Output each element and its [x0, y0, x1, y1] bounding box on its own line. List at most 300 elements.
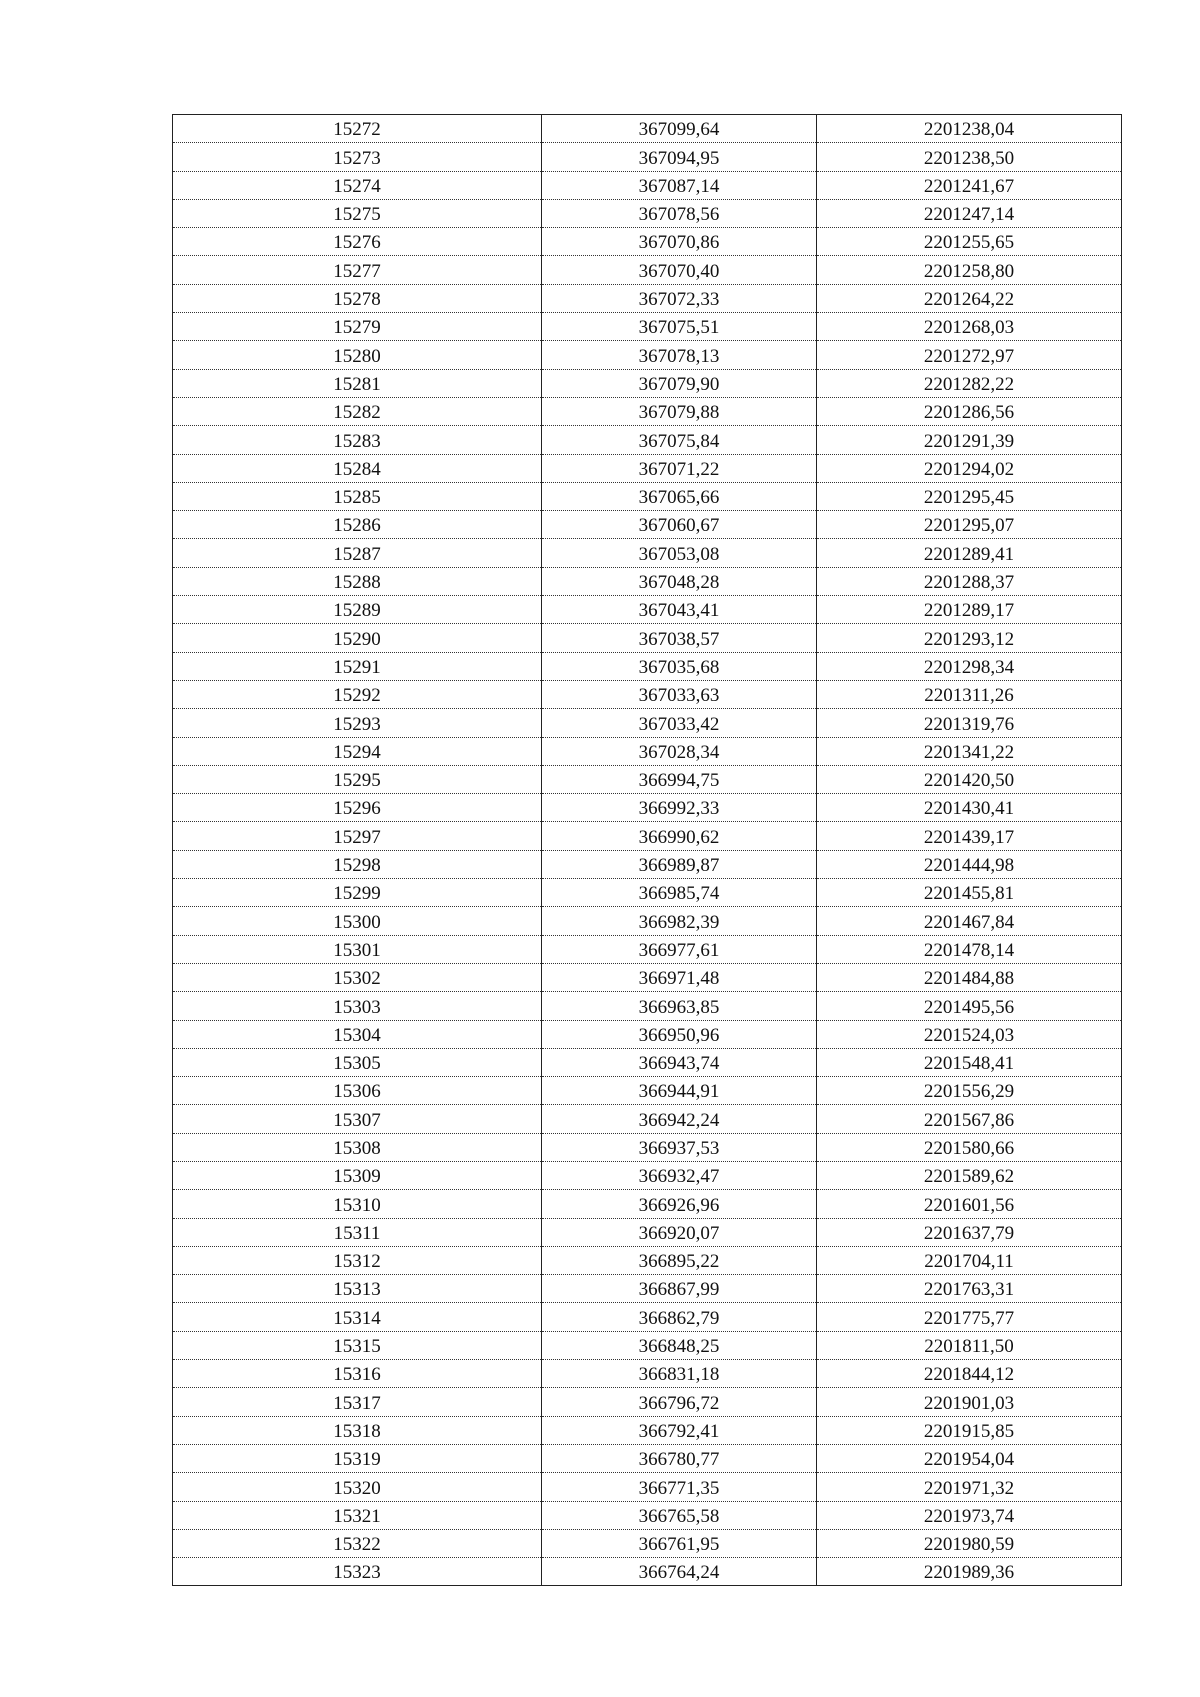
- x-coordinate-cell: [542, 313, 817, 341]
- y-coordinate-cell: [817, 539, 1122, 567]
- x-coordinate-cell: [542, 482, 817, 510]
- x-coordinate-cell: [542, 879, 817, 907]
- cell-text: 366848,25: [638, 1336, 720, 1358]
- point-number-cell: [173, 228, 542, 256]
- cell-text: 15320: [333, 1477, 381, 1499]
- y-coordinate-cell: [817, 228, 1122, 256]
- cell-text: 2201704,11: [924, 1251, 1014, 1273]
- coordinates-table: [172, 114, 1122, 1586]
- table-row: [173, 1558, 1122, 1586]
- x-coordinate-cell: [542, 369, 817, 397]
- cell-text: 2201293,12: [923, 628, 1015, 650]
- y-coordinate-cell: [817, 397, 1122, 425]
- table-row: [173, 511, 1122, 539]
- cell-text: 15310: [333, 1194, 381, 1216]
- point-number-cell: [173, 794, 542, 822]
- point-number-cell: [173, 1388, 542, 1416]
- point-number-cell: [173, 482, 542, 510]
- cell-text: 2201548,41: [923, 1053, 1015, 1075]
- y-coordinate-cell: [817, 143, 1122, 171]
- cell-text: 367099,64: [638, 119, 720, 141]
- x-coordinate-cell: [542, 567, 817, 595]
- cell-text: 2201272,97: [923, 345, 1015, 367]
- point-number-cell: [173, 199, 542, 227]
- x-coordinate-cell: [542, 1360, 817, 1388]
- y-coordinate-cell: [817, 1360, 1122, 1388]
- table-row: [173, 1133, 1122, 1161]
- cell-text: 15317: [333, 1392, 381, 1414]
- cell-text: 15288: [333, 572, 381, 594]
- cell-text: 15279: [333, 317, 381, 339]
- y-coordinate-cell: [817, 1331, 1122, 1359]
- y-coordinate-cell: [817, 794, 1122, 822]
- cell-text: 2201258,80: [923, 260, 1015, 282]
- table-row: [173, 313, 1122, 341]
- cell-text: 2201247,14: [923, 204, 1015, 226]
- cell-text: 366932,47: [638, 1166, 720, 1188]
- coordinates-table-body: [173, 115, 1122, 1586]
- cell-text: 15285: [333, 487, 381, 509]
- x-coordinate-cell: [542, 143, 817, 171]
- cell-text: 367087,14: [638, 175, 720, 197]
- cell-text: 366765,58: [638, 1505, 720, 1527]
- y-coordinate-cell: [817, 992, 1122, 1020]
- cell-text: 2201319,76: [923, 713, 1015, 735]
- cell-text: 366862,79: [638, 1307, 720, 1329]
- y-coordinate-cell: [817, 624, 1122, 652]
- table-row: [173, 1020, 1122, 1048]
- y-coordinate-cell: [817, 680, 1122, 708]
- cell-text: 15283: [333, 430, 381, 452]
- cell-text: 367065,66: [638, 487, 720, 509]
- y-coordinate-cell: [817, 652, 1122, 680]
- cell-text: 2201567,86: [923, 1109, 1015, 1131]
- y-coordinate-cell: [817, 1246, 1122, 1274]
- cell-text: 2201295,07: [923, 515, 1015, 537]
- cell-text: 2201241,67: [923, 175, 1015, 197]
- cell-text: 15308: [333, 1137, 381, 1159]
- x-coordinate-cell: [542, 963, 817, 991]
- cell-text: 15300: [333, 911, 381, 933]
- cell-text: 367038,57: [638, 628, 720, 650]
- y-coordinate-cell: [817, 313, 1122, 341]
- cell-text: 15294: [333, 741, 381, 763]
- y-coordinate-cell: [817, 1416, 1122, 1444]
- y-coordinate-cell: [817, 1161, 1122, 1189]
- cell-text: 15323: [333, 1562, 381, 1584]
- cell-text: 2201288,37: [923, 572, 1015, 594]
- table-row: [173, 907, 1122, 935]
- x-coordinate-cell: [542, 1020, 817, 1048]
- y-coordinate-cell: [817, 1218, 1122, 1246]
- cell-text: 367060,67: [638, 515, 720, 537]
- y-coordinate-cell: [817, 199, 1122, 227]
- cell-text: 15299: [333, 883, 381, 905]
- cell-text: 2201467,84: [923, 911, 1015, 933]
- x-coordinate-cell: [542, 1558, 817, 1586]
- point-number-cell: [173, 596, 542, 624]
- cell-text: 2201444,98: [923, 855, 1015, 877]
- table-row: [173, 624, 1122, 652]
- table-row: [173, 737, 1122, 765]
- y-coordinate-cell: [817, 765, 1122, 793]
- cell-text: 366985,74: [638, 883, 720, 905]
- y-coordinate-cell: [817, 115, 1122, 143]
- cell-text: 367053,08: [638, 543, 720, 565]
- cell-text: 15305: [333, 1053, 381, 1075]
- cell-text: 366796,72: [638, 1392, 720, 1414]
- cell-text: 366990,62: [638, 826, 720, 848]
- cell-text: 15314: [333, 1307, 381, 1329]
- y-coordinate-cell: [817, 284, 1122, 312]
- point-number-cell: [173, 822, 542, 850]
- cell-text: 366771,35: [638, 1477, 720, 1499]
- x-coordinate-cell: [542, 1416, 817, 1444]
- table-row: [173, 963, 1122, 991]
- point-number-cell: [173, 397, 542, 425]
- table-row: [173, 1077, 1122, 1105]
- x-coordinate-cell: [542, 652, 817, 680]
- point-number-cell: [173, 1133, 542, 1161]
- cell-text: 366937,53: [638, 1137, 720, 1159]
- x-coordinate-cell: [542, 539, 817, 567]
- y-coordinate-cell: [817, 1133, 1122, 1161]
- cell-text: 367070,86: [638, 232, 720, 254]
- point-number-cell: [173, 1558, 542, 1586]
- x-coordinate-cell: [542, 1218, 817, 1246]
- cell-text: 367071,22: [638, 458, 720, 480]
- cell-text: 2201311,26: [924, 685, 1014, 707]
- cell-text: 2201282,22: [923, 373, 1015, 395]
- point-number-cell: [173, 1048, 542, 1076]
- cell-text: 367033,42: [638, 713, 720, 735]
- cell-text: 366944,91: [638, 1081, 720, 1103]
- x-coordinate-cell: [542, 737, 817, 765]
- table-row: [173, 1501, 1122, 1529]
- cell-text: 2201295,45: [923, 487, 1015, 509]
- cell-text: 366943,74: [638, 1053, 720, 1075]
- table-row: [173, 397, 1122, 425]
- cell-text: 2201637,79: [923, 1222, 1015, 1244]
- cell-text: 15296: [333, 798, 381, 820]
- cell-text: 15273: [333, 147, 381, 169]
- point-number-cell: [173, 1529, 542, 1557]
- cell-text: 15274: [333, 175, 381, 197]
- cell-text: 367028,34: [638, 741, 720, 763]
- cell-text: 2201430,41: [923, 798, 1015, 820]
- point-number-cell: [173, 935, 542, 963]
- table-row: [173, 454, 1122, 482]
- y-coordinate-cell: [817, 1529, 1122, 1557]
- x-coordinate-cell: [542, 1161, 817, 1189]
- cell-text: 15301: [333, 939, 381, 961]
- y-coordinate-cell: [817, 907, 1122, 935]
- cell-text: 2201989,36: [923, 1562, 1015, 1584]
- cell-text: 366920,07: [638, 1222, 720, 1244]
- table-row: [173, 680, 1122, 708]
- point-number-cell: [173, 1218, 542, 1246]
- cell-text: 15312: [333, 1251, 381, 1273]
- x-coordinate-cell: [542, 907, 817, 935]
- point-number-cell: [173, 624, 542, 652]
- x-coordinate-cell: [542, 1303, 817, 1331]
- point-number-cell: [173, 1077, 542, 1105]
- x-coordinate-cell: [542, 935, 817, 963]
- table-row: [173, 228, 1122, 256]
- cell-text: 367094,95: [638, 147, 720, 169]
- table-row: [173, 1529, 1122, 1557]
- point-number-cell: [173, 1303, 542, 1331]
- table-row: [173, 369, 1122, 397]
- table-row: [173, 539, 1122, 567]
- x-coordinate-cell: [542, 397, 817, 425]
- point-number-cell: [173, 256, 542, 284]
- table-row: [173, 256, 1122, 284]
- cell-text: 366926,96: [638, 1194, 720, 1216]
- x-coordinate-cell: [542, 228, 817, 256]
- x-coordinate-cell: [542, 511, 817, 539]
- cell-text: 2201601,56: [923, 1194, 1015, 1216]
- point-number-cell: [173, 879, 542, 907]
- y-coordinate-cell: [817, 1501, 1122, 1529]
- y-coordinate-cell: [817, 256, 1122, 284]
- cell-text: 15293: [333, 713, 381, 735]
- cell-text: 15280: [333, 345, 381, 367]
- table-row: [173, 850, 1122, 878]
- cell-text: 367079,90: [638, 373, 720, 395]
- point-number-cell: [173, 1190, 542, 1218]
- cell-text: 2201484,88: [923, 968, 1015, 990]
- x-coordinate-cell: [542, 115, 817, 143]
- point-number-cell: [173, 907, 542, 935]
- table-row: [173, 652, 1122, 680]
- point-number-cell: [173, 341, 542, 369]
- y-coordinate-cell: [817, 511, 1122, 539]
- y-coordinate-cell: [817, 935, 1122, 963]
- x-coordinate-cell: [542, 680, 817, 708]
- cell-text: 2201294,02: [923, 458, 1015, 480]
- y-coordinate-cell: [817, 1077, 1122, 1105]
- cell-text: 366942,24: [638, 1109, 720, 1131]
- point-number-cell: [173, 1331, 542, 1359]
- cell-text: 15298: [333, 855, 381, 877]
- point-number-cell: [173, 1416, 542, 1444]
- y-coordinate-cell: [817, 1105, 1122, 1133]
- x-coordinate-cell: [542, 596, 817, 624]
- cell-text: 15277: [333, 260, 381, 282]
- point-number-cell: [173, 737, 542, 765]
- cell-text: 2201238,04: [923, 119, 1015, 141]
- table-row: [173, 1360, 1122, 1388]
- table-row: [173, 284, 1122, 312]
- table-row: [173, 1161, 1122, 1189]
- cell-text: 15304: [333, 1024, 381, 1046]
- cell-text: 15309: [333, 1166, 381, 1188]
- y-coordinate-cell: [817, 879, 1122, 907]
- cell-text: 367035,68: [638, 656, 720, 678]
- table-row: [173, 341, 1122, 369]
- cell-text: 15297: [333, 826, 381, 848]
- cell-text: 367033,63: [638, 685, 720, 707]
- x-coordinate-cell: [542, 284, 817, 312]
- cell-text: 367070,40: [638, 260, 720, 282]
- table-row: [173, 794, 1122, 822]
- table-row: [173, 171, 1122, 199]
- cell-text: 2201455,81: [923, 883, 1015, 905]
- cell-text: 2201478,14: [923, 939, 1015, 961]
- cell-text: 366971,48: [638, 968, 720, 990]
- cell-text: 15276: [333, 232, 381, 254]
- point-number-cell: [173, 511, 542, 539]
- y-coordinate-cell: [817, 567, 1122, 595]
- x-coordinate-cell: [542, 1077, 817, 1105]
- point-number-cell: [173, 143, 542, 171]
- cell-text: 366831,18: [638, 1364, 720, 1386]
- table-row: [173, 709, 1122, 737]
- point-number-cell: [173, 850, 542, 878]
- table-row: [173, 1105, 1122, 1133]
- point-number-cell: [173, 963, 542, 991]
- cell-text: 15315: [333, 1336, 381, 1358]
- table-row: [173, 115, 1122, 143]
- cell-text: 15322: [333, 1534, 381, 1556]
- y-coordinate-cell: [817, 963, 1122, 991]
- table-row: [173, 426, 1122, 454]
- table-row: [173, 1190, 1122, 1218]
- point-number-cell: [173, 171, 542, 199]
- x-coordinate-cell: [542, 1473, 817, 1501]
- x-coordinate-cell: [542, 426, 817, 454]
- point-number-cell: [173, 1444, 542, 1472]
- cell-text: 2201901,03: [923, 1392, 1015, 1414]
- x-coordinate-cell: [542, 341, 817, 369]
- y-coordinate-cell: [817, 709, 1122, 737]
- cell-text: 366977,61: [638, 939, 720, 961]
- cell-text: 15313: [333, 1279, 381, 1301]
- cell-text: 367075,51: [638, 317, 720, 339]
- cell-text: 15295: [333, 770, 381, 792]
- table-row: [173, 1048, 1122, 1076]
- x-coordinate-cell: [542, 1501, 817, 1529]
- cell-text: 15286: [333, 515, 381, 537]
- cell-text: 367048,28: [638, 572, 720, 594]
- cell-text: 15275: [333, 204, 381, 226]
- y-coordinate-cell: [817, 369, 1122, 397]
- table-row: [173, 935, 1122, 963]
- cell-text: 2201763,31: [923, 1279, 1015, 1301]
- cell-text: 2201954,04: [923, 1449, 1015, 1471]
- cell-text: 366895,22: [638, 1251, 720, 1273]
- table-row: [173, 1303, 1122, 1331]
- x-coordinate-cell: [542, 992, 817, 1020]
- point-number-cell: [173, 680, 542, 708]
- cell-text: 2201524,03: [923, 1024, 1015, 1046]
- table-row: [173, 1246, 1122, 1274]
- cell-text: 2201811,50: [924, 1336, 1014, 1358]
- x-coordinate-cell: [542, 709, 817, 737]
- point-number-cell: [173, 1360, 542, 1388]
- table-row: [173, 1388, 1122, 1416]
- cell-text: 15282: [333, 402, 381, 424]
- cell-text: 15321: [333, 1505, 381, 1527]
- y-coordinate-cell: [817, 1388, 1122, 1416]
- y-coordinate-cell: [817, 482, 1122, 510]
- y-coordinate-cell: [817, 1444, 1122, 1472]
- cell-text: 2201341,22: [923, 741, 1015, 763]
- point-number-cell: [173, 1246, 542, 1274]
- table-row: [173, 1416, 1122, 1444]
- cell-text: 15307: [333, 1109, 381, 1131]
- point-number-cell: [173, 539, 542, 567]
- y-coordinate-cell: [817, 1303, 1122, 1331]
- table-row: [173, 143, 1122, 171]
- cell-text: 15318: [333, 1420, 381, 1442]
- x-coordinate-cell: [542, 1529, 817, 1557]
- cell-text: 366780,77: [638, 1449, 720, 1471]
- cell-text: 15311: [333, 1222, 381, 1244]
- x-coordinate-cell: [542, 1105, 817, 1133]
- table-row: [173, 765, 1122, 793]
- cell-text: 15319: [333, 1449, 381, 1471]
- point-number-cell: [173, 115, 542, 143]
- x-coordinate-cell: [542, 794, 817, 822]
- point-number-cell: [173, 709, 542, 737]
- cell-text: 367075,84: [638, 430, 720, 452]
- cell-text: 367043,41: [638, 600, 720, 622]
- point-number-cell: [173, 1105, 542, 1133]
- point-number-cell: [173, 426, 542, 454]
- cell-text: 366792,41: [638, 1420, 720, 1442]
- point-number-cell: [173, 1020, 542, 1048]
- x-coordinate-cell: [542, 1444, 817, 1472]
- cell-text: 366989,87: [638, 855, 720, 877]
- x-coordinate-cell: [542, 199, 817, 227]
- point-number-cell: [173, 1275, 542, 1303]
- y-coordinate-cell: [817, 1020, 1122, 1048]
- cell-text: 366982,39: [638, 911, 720, 933]
- point-number-cell: [173, 1501, 542, 1529]
- point-number-cell: [173, 1473, 542, 1501]
- cell-text: 15306: [333, 1081, 381, 1103]
- cell-text: 15287: [333, 543, 381, 565]
- y-coordinate-cell: [817, 1558, 1122, 1586]
- table-row: [173, 596, 1122, 624]
- x-coordinate-cell: [542, 454, 817, 482]
- y-coordinate-cell: [817, 171, 1122, 199]
- cell-text: 366867,99: [638, 1279, 720, 1301]
- cell-text: 2201298,34: [923, 656, 1015, 678]
- table-row: [173, 199, 1122, 227]
- x-coordinate-cell: [542, 1275, 817, 1303]
- y-coordinate-cell: [817, 426, 1122, 454]
- y-coordinate-cell: [817, 341, 1122, 369]
- y-coordinate-cell: [817, 822, 1122, 850]
- table-row: [173, 482, 1122, 510]
- table-row: [173, 879, 1122, 907]
- point-number-cell: [173, 284, 542, 312]
- x-coordinate-cell: [542, 1331, 817, 1359]
- cell-text: 15289: [333, 600, 381, 622]
- cell-text: 15292: [333, 685, 381, 707]
- point-number-cell: [173, 369, 542, 397]
- table-row: [173, 992, 1122, 1020]
- cell-text: 366950,96: [638, 1024, 720, 1046]
- x-coordinate-cell: [542, 850, 817, 878]
- point-number-cell: [173, 1161, 542, 1189]
- cell-text: 2201420,50: [923, 770, 1015, 792]
- cell-text: 366994,75: [638, 770, 720, 792]
- point-number-cell: [173, 765, 542, 793]
